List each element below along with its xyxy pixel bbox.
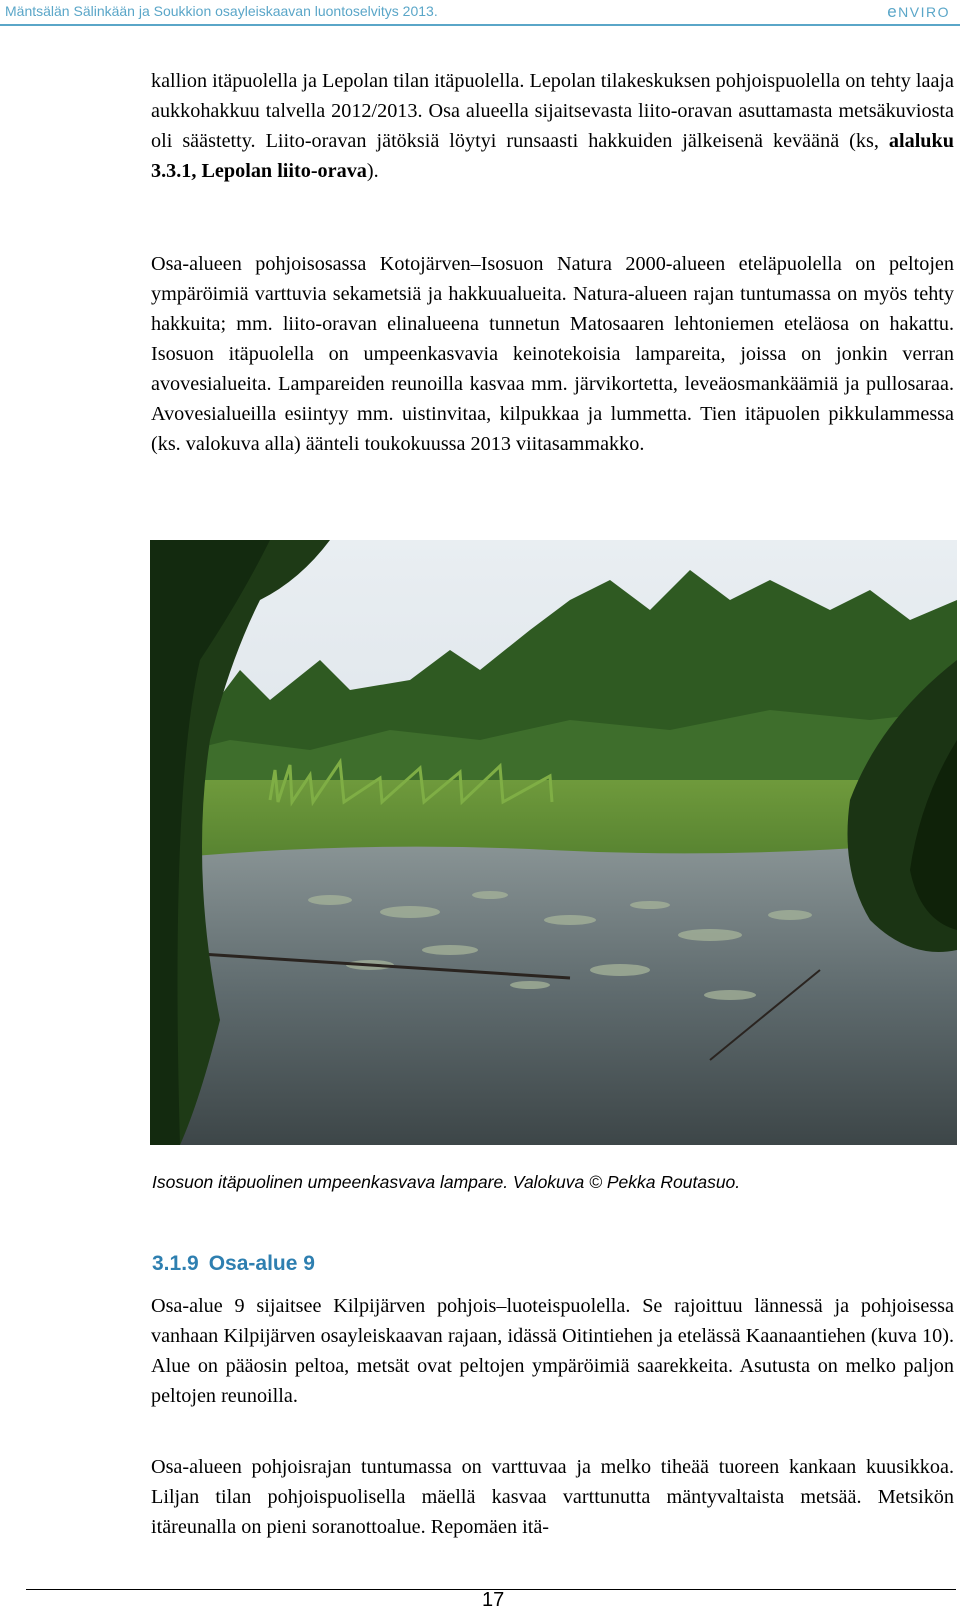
section-number: 3.1.9 bbox=[152, 1252, 199, 1275]
paragraph-2: Osa-alueen pohjoisosassa Kotojärven–Isosuon Natura 2000-alueen eteläpuolella on peltojen ympäröimiä varttuvia sekametsiä ja hakkuualueita. Natura-alueen rajan tuntumassa on myös tehty hakkuita; mm. liito-oravan elinalueena tunnetun Matosaaren lehtoniemen eteläosa on hakattu. Isosuon itäpuolella on umpeenkasvavia keinotekoisia lampareita, joissa on jonkin verran avovesialueita. Lampareiden reunoilla kasvaa mm. järvikortetta, leveäosmankäämiä ja pullosaraa. Avovesialueilla esiintyy mm. uistinvitaa, kilpukkaa ja lummetta. Tien itäpuolen pikkulammessa (ks. valokuva alla) äänteli toukokuussa 2013 viitasammakko. bbox=[151, 253, 954, 455]
paragraph-1-text: kallion itäpuolella ja Lepolan tilan itäpuolella. Lepolan tilakeskuksen pohjoispuolella on tehty laaja aukkohakkuu talvella 2012/2013. Osa alueella sijaitsevasta liito-oravan asuttamasta metsäkuviosta oli säästetty. Liito-oravan jätöksiä löytyi runsaasti hakkuiden jälkeisenä keväänä (ks, bbox=[151, 70, 954, 152]
paragraph-4: Osa-alueen pohjoisrajan tuntumassa on varttuvaa ja melko tiheää tuoreen kankaan kuusikkoa. Liljan tilan pohjoispuolisella mäellä kasvaa varttunutta mäntyvaltaista metsää. Metsikön itäreunalla on pieni soranottoalue. Repomäen itä- bbox=[151, 1456, 954, 1538]
paragraph-3: Osa-alue 9 sijaitsee Kilpijärven pohjois–luoteispuolella. Se rajoittuu lännessä ja pohjoisessa vanhaan Kilpijärven osayleiskaavan rajaan, idässä Oitintiehen ja etelässä Kaanaantiehen (kuva 10). Alue on pääosin peltoa, metsät ovat peltojen ympäröimiä saarekkeita. Asutusta on melko paljon peltojen reunoilla. bbox=[151, 1295, 954, 1407]
paragraph-1-end: ). bbox=[366, 160, 379, 182]
pond-photo bbox=[150, 540, 957, 1145]
section-heading bbox=[152, 1252, 315, 1276]
photo-caption: Isosuon itäpuolinen umpeenkasvava lampare. Valokuva © Pekka Routasuo. bbox=[152, 1172, 741, 1192]
pond-photo-illustration bbox=[150, 540, 957, 1145]
paragraph-1-bold-reference: alaluku 3.3.1, Lepolan liito-orava bbox=[151, 130, 954, 182]
enviro-logo bbox=[887, 2, 950, 22]
page-header bbox=[0, 0, 960, 26]
logo-text: NVIRO bbox=[898, 4, 950, 20]
paragraph-1 bbox=[151, 66, 954, 186]
header-rule bbox=[0, 24, 960, 26]
header-title: Mäntsälän Sälinkään ja Soukkion osayleiskaavan luontoselvitys 2013. bbox=[5, 3, 438, 19]
page-number: 17 bbox=[482, 1589, 505, 1611]
section-title: Osa-alue 9 bbox=[208, 1252, 315, 1275]
logo-letter-e: e bbox=[887, 2, 899, 21]
